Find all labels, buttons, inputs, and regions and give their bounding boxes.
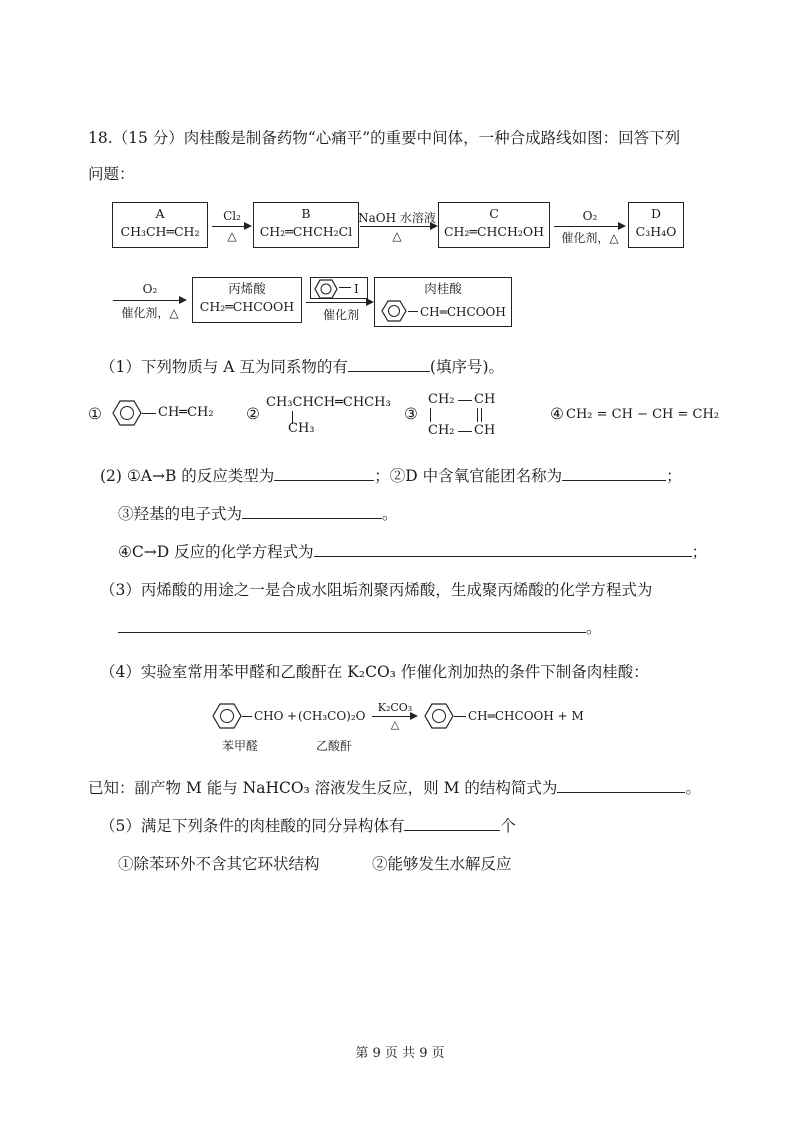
cinnamic-bond [408,311,418,312]
part4-known-text: 已知：副产物 M 能与 NaHCO₃ 溶液发生反应，则 M 的结构简式为 [88,779,558,797]
part2-line3 [118,540,707,562]
part2-q1: (2) ①A→B 的反应类型为 [100,467,275,485]
part5-condition1: ①除苯环外不含其它环状结构 [118,855,320,873]
option4-formula: CH₂ = CH − CH = CH₂ [566,407,720,422]
part2-q1-blank[interactable] [274,466,374,481]
part5-text: （5）满足下列条件的肉桂酸的同分异构体有 [100,817,405,835]
option3-bottom-left: CH₂ [428,423,455,438]
cinnamic-eq-bond [454,716,466,717]
compound-a-label: A [155,206,165,221]
part3-line2-end: 。 [586,619,602,637]
option2-branch: CH₃ [288,421,315,436]
part5-end: 个 [500,817,516,835]
eq-reagent: K₂CO₃ [377,701,413,714]
step3-arrow [554,226,624,227]
part5-line1 [100,814,516,836]
option2-number: ② [246,405,260,423]
acrylic-acid-name: 丙烯酸 [228,281,266,296]
part1-prompt [100,355,504,377]
option1-number: ① [88,405,102,423]
part2-q3-blank[interactable] [242,504,382,519]
step5-arrow [306,302,372,303]
step1-reagent: Cl₂ [223,209,241,223]
benzene-ring-icon [112,400,142,426]
part3-line2 [118,616,602,638]
compound-a-formula: CH₃CH═CH₂ [120,224,200,239]
benzene-ring-icon [314,279,338,299]
part4-answer-blank[interactable] [557,778,685,793]
compound-d-label: D [650,206,662,221]
step2-condition: △ [392,229,402,243]
part1-text: （1）下列物质与 A 互为同系物的有 [100,358,348,376]
part5-answer-blank[interactable] [404,816,500,831]
part3-answer-blank[interactable] [118,618,586,633]
eq-anhydride: (CH₃CO)₂O [298,709,366,723]
benzene-ring-icon [212,703,242,729]
compound-d-formula: C₃H₄O [635,224,677,239]
part2-q2-blank[interactable] [562,466,666,481]
part1-suffix: (填序号)。 [429,358,505,376]
step4-reagent: O₂ [142,282,158,296]
part2-line1-end: ； [666,467,682,485]
iodo-bond [339,287,351,288]
option3-number: ③ [404,405,418,423]
compound-b-label: B [301,206,311,221]
option3-top-right: CH [474,392,496,407]
step2-reagent: NaOH 水溶液 [358,211,436,225]
eq-arrow [372,716,416,717]
part4-line1: （4）实验室常用苯甲醛和乙酸酐在 K₂CO₃ 作催化剂加热的条件下制备肉桂酸： [100,663,649,681]
eq-plus: + [287,709,298,723]
part4-known-end: 。 [685,779,701,797]
eq-condition: △ [390,718,400,731]
part2-line3-end: ； [691,543,708,561]
step5-condition: 催化剂 [322,308,359,322]
compound-c-box [438,202,550,248]
option3-bottom-right: CH [474,423,496,438]
question-header-line1: 18.（15 分）肉桂酸是制备药物“心痛平”的重要中间体，一种合成路线如图：回答下列 [88,129,681,147]
part5-condition2: ②能够发生水解反应 [372,855,512,873]
part2-q3: ③羟基的电子式为 [118,505,243,523]
benzaldehyde-bond [242,716,252,717]
option3-right-bond-a [477,408,478,422]
step2-arrow [360,226,436,227]
option1-bond [142,413,156,414]
part3-line1: （3）丙烯酸的用途之一是合成水阻垢剂聚丙烯酸，生成聚丙烯酸的化学方程式为 [100,581,653,599]
part2-q4: ④C→D 反应的化学方程式为 [118,543,314,561]
name-anhydride: 乙酸酐 [316,739,353,753]
compound-b-formula: CH₂═CHCH₂Cl [259,224,353,239]
part2-line2-end: 。 [382,505,398,523]
option3-right-bond-b [481,408,482,422]
compound-b-box [253,202,359,248]
option3-top-left: CH₂ [428,392,455,407]
acrylic-acid-formula: CH₂═CHCOOH [199,299,295,314]
benzene-ring-icon [424,703,454,729]
option3-bottom-bond [458,431,472,432]
cinnamic-acid-formula: CH═CHCOOH [420,305,506,319]
acrylic-acid-box [192,277,302,323]
cinnamic-acid-name: 肉桂酸 [424,281,462,296]
step1-arrow [212,226,250,227]
step4-arrow [113,300,185,301]
part2-q4-blank[interactable] [314,542,692,557]
page-footer: 第 9 页 共 9 页 [355,1046,445,1061]
compound-a-box [112,202,208,248]
option2-main-chain: CH₃CHCH═CHCH₃ [266,395,391,410]
option3-top-bond [458,400,472,401]
name-benzaldehyde: 苯甲醛 [222,739,259,753]
eq-cho: CHO [254,709,284,723]
iodobenzene-box [310,277,368,299]
step3-reagent: O₂ [582,209,598,223]
part2-line2 [118,502,398,524]
iodo-atom: I [354,282,359,296]
step4-condition: 催化剂，△ [121,306,179,320]
compound-c-formula: CH₂═CHCH₂OH [443,224,545,239]
option3-left-bond [430,408,431,422]
part1-answer-blank[interactable] [348,357,430,372]
part4-known [88,776,701,798]
part2-q2: ；②D 中含氧官能团名称为 [374,467,563,485]
question-header-line2: 问题： [88,165,135,183]
benzene-ring-icon [381,300,407,322]
part2-line1 [100,464,682,486]
step3-condition: 催化剂，△ [561,231,619,245]
compound-d-box [628,202,684,248]
eq-product: CH═CHCOOH + M [468,709,584,723]
step1-condition: △ [227,229,237,243]
option1-formula: CH═CH₂ [158,405,214,420]
cinnamic-acid-box [374,277,512,327]
option4-number: ④ [550,405,564,423]
compound-c-label: C [489,206,499,221]
